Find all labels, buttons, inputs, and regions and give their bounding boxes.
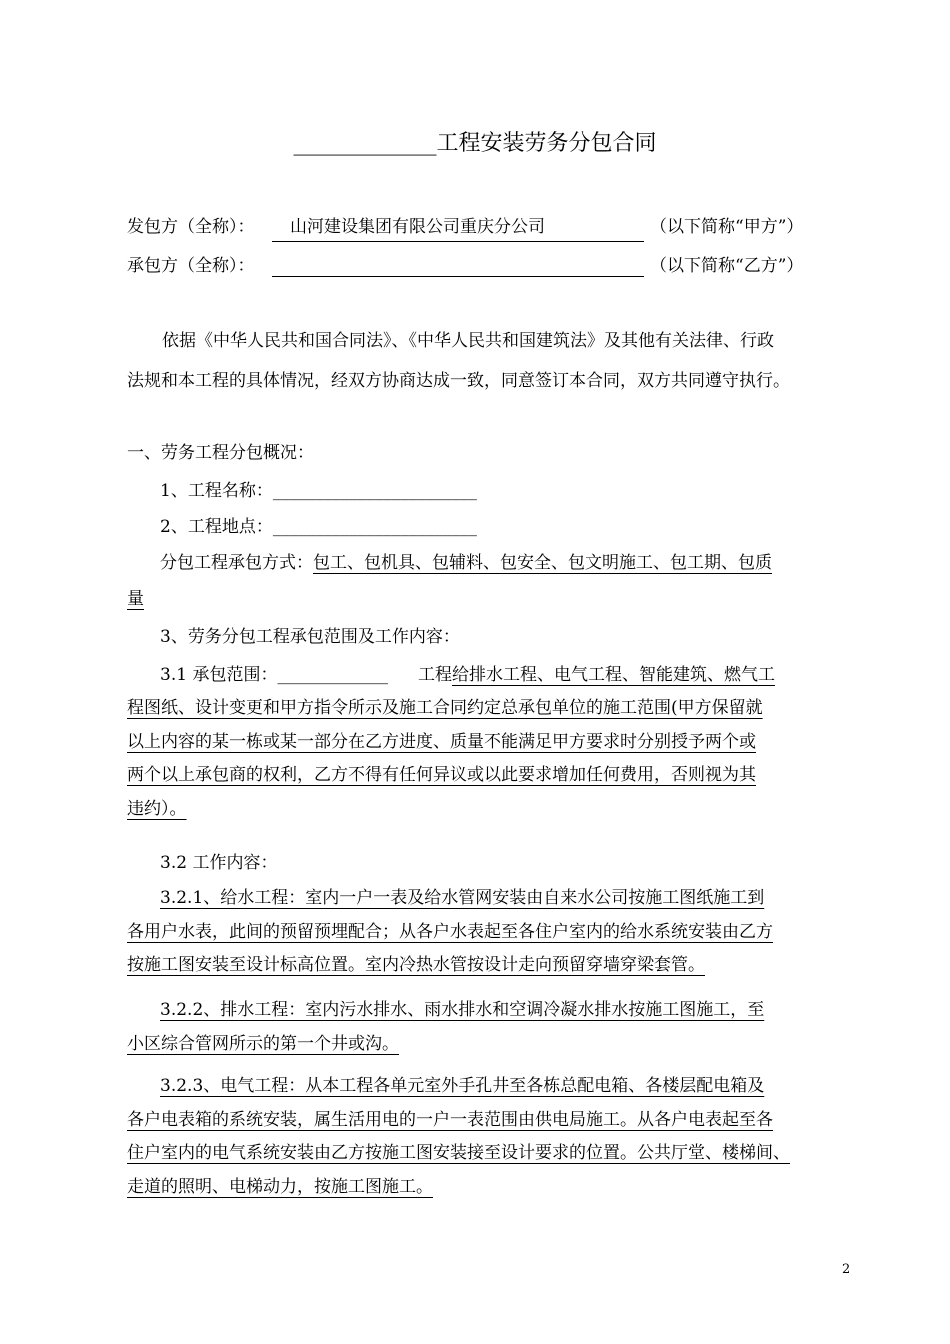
work-item-water-supply	[127, 882, 849, 983]
work-item-drainage	[127, 994, 849, 1061]
work-content-heading: 3.2 工作内容：	[160, 853, 278, 873]
scope-line-1: 给排水工程、电气工程、智能建筑、燃气工	[451, 665, 775, 685]
work-item-electrical	[127, 1070, 849, 1204]
scope-line-3: 以上内容的某一栋或某一部分在乙方进度、质量不能满足甲方要求时分别授予两个或	[127, 731, 756, 752]
project-name-blank: ________________________	[272, 481, 477, 501]
project-location-blank: ________________________	[272, 517, 477, 537]
contractor-label: 承包方（全称）：	[127, 256, 255, 276]
section1-heading: 一、劳务工程分包概况：	[127, 443, 314, 463]
scope-line-4: 两个以上承包商的权利，乙方不得有任何异议或以此要求增加任何费用，否则视为其	[127, 765, 756, 785]
project-name-label: 1、工程名称：	[160, 481, 273, 501]
title-blank: _____________	[293, 131, 437, 156]
project-location-row	[160, 510, 477, 544]
title-text: 工程安装劳务分包合同	[436, 131, 657, 156]
scope-label: 3.1 承包范围：	[160, 665, 278, 685]
electrical-line-1: 3.2.3、电气工程：从本工程各单元室外手孔井至各栋总配电箱、各楼层配电箱及	[160, 1076, 765, 1096]
scope-line-5: 违约）。	[127, 798, 187, 819]
scope-row-1	[160, 658, 775, 692]
scope-blank: _____________	[277, 665, 388, 685]
contract-mode-line-2: 量	[127, 589, 144, 609]
contractor-alias: （以下简称“乙方”）	[650, 256, 804, 276]
drainage-line-1: 3.2.2、排水工程：室内污水排水、雨水排水和空调冷凝水排水按施工图施工，至	[160, 1000, 765, 1020]
scope-continuation	[127, 692, 849, 826]
intro-line-2: 法规和本工程的具体情况，经双方协商达成一致，同意签订本合同，双方共同遵守执行。	[127, 371, 790, 391]
water-supply-line-2: 各用户水表，此间的预留预埋配合；从各户水表起至各住户室内的给水系统安装由乙方	[127, 921, 773, 942]
contractor-name	[272, 248, 644, 277]
employer-label: 发包方（全称）：	[127, 217, 255, 237]
employer-name: 山河建设集团有限公司重庆分公司	[272, 213, 644, 242]
contract-title	[0, 126, 950, 157]
contract-mode-line-2-row	[127, 582, 144, 616]
page-number: 2	[842, 1262, 851, 1277]
contract-mode-label: 分包工程承包方式：	[160, 553, 313, 573]
project-location-label: 2、工程地点：	[160, 517, 273, 537]
drainage-line-2: 小区综合管网所示的第一个井或沟。	[127, 1033, 399, 1054]
water-supply-line-1: 3.2.1、给水工程：室内一户一表及给水管网安装由自来水公司按施工图纸施工到	[160, 888, 765, 908]
water-supply-line-3: 按施工图安装至设计标高位置。室内冷热水管按设计走向预留穿墙穿梁套管。	[127, 955, 705, 975]
contract-mode-line-1: 包工、包机具、包辅料、包安全、包文明施工、包工期、包质	[313, 553, 772, 573]
scope-prefix: 工程	[417, 665, 452, 685]
electrical-line-4: 走道的照明、电梯动力，按施工图施工。	[127, 1176, 433, 1197]
intro-line-1: 依据《中华人民共和国合同法》、《中华人民共和国建筑法》及其他有关法律、行政	[162, 331, 774, 351]
electrical-line-3: 住户室内的电气系统安装由乙方按施工图安装接至设计要求的位置。公共厅堂、楼梯间、	[127, 1143, 790, 1163]
contract-mode-row	[160, 546, 772, 580]
employer-alias: （以下简称“甲方”）	[650, 217, 804, 237]
item3-heading: 3、劳务分包工程承包范围及工作内容：	[160, 627, 460, 647]
scope-line-2: 程图纸、设计变更和甲方指令所示及施工合同约定总承包单位的施工范围(甲方保留就	[127, 698, 763, 718]
electrical-line-2: 各户电表箱的系统安装，属生活用电的一户一表范围由供电局施工。从各户电表起至各	[127, 1109, 773, 1130]
project-name-row	[160, 474, 477, 508]
